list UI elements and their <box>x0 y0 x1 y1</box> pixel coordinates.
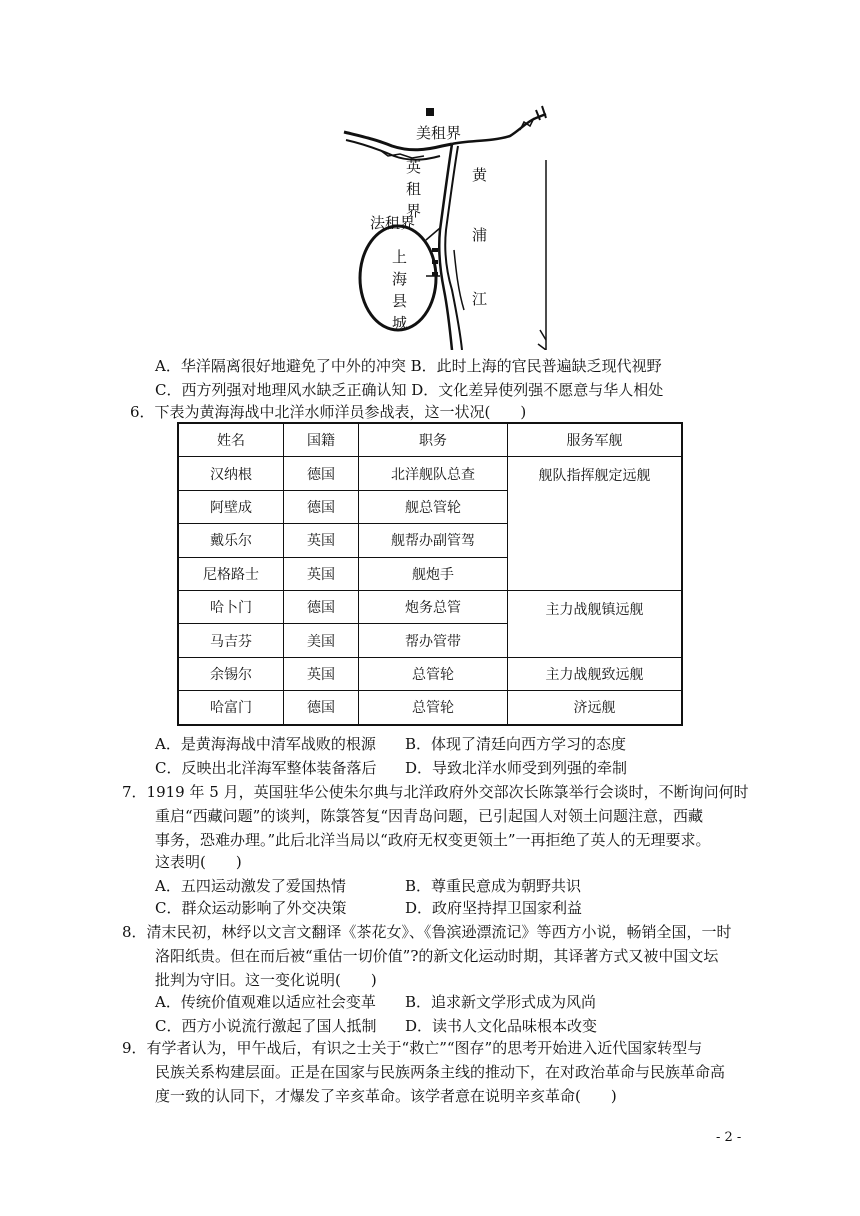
cell-position: 炮务总管 <box>359 590 508 623</box>
label-british-concession-3: 界 <box>406 202 422 220</box>
q8-option-a: A．传统价值观难以适应社会变革 <box>155 993 376 1011</box>
q8-line-3: 批判为守旧。这一变化说明( ) <box>155 971 377 989</box>
label-french-concession: 法租界 <box>370 214 416 232</box>
cell-name: 戴乐尔 <box>178 524 284 557</box>
label-county-3: 县 <box>392 292 408 310</box>
cell-name: 阿壁成 <box>178 490 284 523</box>
q8-option-c: C．西方小说流行激起了国人抵制 <box>155 1017 377 1035</box>
q7-option-d: D．政府坚持捍卫国家利益 <box>405 899 583 917</box>
q7-line-4: 这表明( ) <box>155 853 242 871</box>
cell-nationality: 英国 <box>284 524 359 557</box>
cell-position: 舰炮手 <box>359 557 508 590</box>
cell-name: 汉纳根 <box>178 457 284 490</box>
cell-name: 哈卜门 <box>178 590 284 623</box>
q9-line-2: 民族关系构建层面。正是在国家与民族两条主线的推动下，在对政治革命与民族革命高 <box>155 1063 726 1081</box>
northeast-shore <box>452 114 546 144</box>
cell-nationality: 英国 <box>284 657 359 690</box>
cell-position: 总管轮 <box>359 657 508 690</box>
label-british-concession-1: 英 <box>406 158 422 176</box>
cell-nationality: 英国 <box>284 557 359 590</box>
label-huangpu-2: 浦 <box>472 226 488 244</box>
header-nationality: 国籍 <box>284 423 359 457</box>
cell-position: 帮办管带 <box>359 624 508 657</box>
label-american-concession: 美租界 <box>416 124 462 142</box>
header-position: 职务 <box>359 423 508 457</box>
header-ship: 服务军舰 <box>508 423 683 457</box>
label-british-concession-2: 租 <box>406 180 422 198</box>
table-row <box>178 657 682 690</box>
q9-line-3: 度一致的认同下，才爆发了辛亥革命。该学者意在说明辛亥革命( ) <box>155 1087 617 1105</box>
cell-position: 舰帮办副管驾 <box>359 524 508 557</box>
crew-table <box>177 422 683 726</box>
q6-option-c: C．反映出北洋海军整体装备落后 <box>155 759 377 777</box>
q6-option-d: D．导致北洋水师受到列强的牵制 <box>405 759 628 777</box>
cell-nationality: 德国 <box>284 691 359 725</box>
table-row <box>178 691 682 725</box>
label-county-2: 海 <box>392 270 408 288</box>
header-name: 姓名 <box>178 423 284 457</box>
cell-ship: 主力战舰镇远舰 <box>508 590 683 657</box>
cell-position: 总管轮 <box>359 691 508 725</box>
label-county-4: 城 <box>392 314 408 332</box>
table-row <box>178 590 682 623</box>
label-county-1: 上 <box>392 248 408 266</box>
q7-line-3: 事务，恐难办理。”此后北洋当局以“政府无权变更领土”一再拒绝了英人的无理要求。 <box>155 831 711 849</box>
cell-nationality: 德国 <box>284 490 359 523</box>
q6-stem: 6．下表为黄海海战中北洋水师洋员参战表，这一状况( ) <box>130 403 527 421</box>
q9-line-1: 9．有学者认为，甲午战后，有识之士关于“救亡”“图存”的思考开始进入近代国家转型与 <box>122 1039 703 1057</box>
cell-ship: 主力战舰致远舰 <box>508 657 683 690</box>
cell-name: 哈富门 <box>178 691 284 725</box>
q8-option-d: D．读书人文化品味根本改变 <box>405 1017 598 1035</box>
cell-name: 尼格路士 <box>178 557 284 590</box>
concession-marker <box>426 108 434 116</box>
q7-option-a: A．五四运动激发了爱国热情 <box>155 877 346 895</box>
q7-option-b: B．尊重民意成为朝野共识 <box>405 877 582 895</box>
cell-name: 余锡尔 <box>178 657 284 690</box>
q5-option-line-2: C．西方列强对地理风水缺乏正确认知 D．文化差异使列强不愿意与华人相处 <box>155 381 664 399</box>
cell-nationality: 美国 <box>284 624 359 657</box>
q5-option-line-1: A．华洋隔离很好地避免了中外的冲突 B．此时上海的官民普遍缺乏现代视野 <box>155 357 662 375</box>
cell-nationality: 德国 <box>284 590 359 623</box>
table-row <box>178 457 682 490</box>
cell-nationality: 德国 <box>284 457 359 490</box>
q8-option-b: B．追求新文学形式成为风尚 <box>405 993 597 1011</box>
table-header-row <box>178 423 682 457</box>
q7-option-c: C．群众运动影响了外交决策 <box>155 899 347 917</box>
cell-position: 北洋舰队总查 <box>359 457 508 490</box>
q8-line-1: 8．清末民初，林纾以文言文翻译《茶花女》、《鲁滨逊漂流记》等西方小说，畅销全国，一时 <box>122 923 732 941</box>
q6-option-b: B．体现了清廷向西方学习的态度 <box>405 735 627 753</box>
q7-line-2: 重启“西藏问题”的谈判，陈箓答复“因青岛问题，已引起国人对领土问题注意，西藏 <box>155 807 704 825</box>
cell-position: 舰总管轮 <box>359 490 508 523</box>
label-huangpu-1: 黄 <box>472 166 488 184</box>
q7-line-1: 7．1919 年 5 月，英国驻华公使朱尔典与北洋政府外交部次长陈箓举行会谈时，不断询问何时 <box>122 783 749 801</box>
cell-ship: 济远舰 <box>508 691 683 725</box>
q8-line-2: 洛阳纸贵。但在而后被“重估一切价值”?的新文化运动时期，其译著方式又被中国文坛 <box>155 947 719 965</box>
label-huangpu-3: 江 <box>472 290 488 308</box>
cell-ship: 舰队指挥舰定远舰 <box>508 457 683 591</box>
shanghai-concessions-map <box>340 100 550 350</box>
page-number: - 2 - <box>716 1130 742 1145</box>
cell-name: 马吉芬 <box>178 624 284 657</box>
q6-option-a: A．是黄海海战中清军战败的根源 <box>155 735 376 753</box>
